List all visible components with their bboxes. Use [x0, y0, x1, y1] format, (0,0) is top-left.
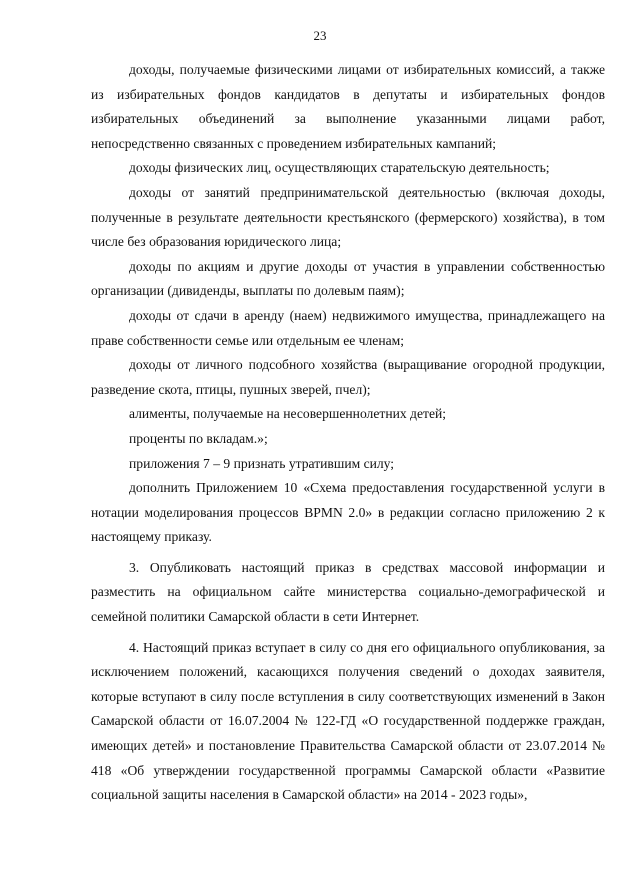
paragraph-rental-income: доходы от сдачи в аренду (наем) недвижимого имущества, принадлежащего на праве собственности семье или отдельным ее членам; [91, 307, 605, 348]
paragraph-item-4-effective-date: 4. Настоящий приказ вступает в силу со дня его официального опубликования, за исключением положений, касающихся получения сведений о доходах заявителя, которые вступают в силу после вступления в силу соответствующих изменений в Закон Самарской области от 16.07.2004 № 122-ГД «О государственной поддержке граждан, имеющих детей» и постановление Правительства Самарской области от 23.07.2014 № 418 «Об утверждении государственной программы Самарской области «Развитие социальной защиты населения в Самарской области» на 2014 - 2023 годы», [91, 639, 605, 803]
paragraph-election-income: доходы, получаемые физическими лицами от избирательных комиссий, а также из избирательных фондов кандидатов в депутаты и избирательных фондов избирательных объединений за выполнение указанными лицами работ, непосредственно связанных с проведением избирательных кампаний; [91, 62, 605, 151]
paragraph-appendix-10: дополнить Приложением 10 «Схема предоставления государственной услуги в нотации моделирования процессов BPMN 2.0» в редакции согласно приложению 2 к настоящему приказу. [91, 480, 605, 545]
paragraph-prospecting-income: доходы физических лиц, осуществляющих старательскую деятельность; [129, 160, 550, 176]
paragraph-share-income: доходы по акциям и другие доходы от участия в управлении собственностью организации (дивиденды, выплаты по долевым паям); [91, 258, 605, 299]
paragraph-deposit-interest: проценты по вкладам.»; [129, 430, 268, 446]
document-body [91, 58, 605, 808]
paragraph-item-3-publication: 3. Опубликовать настоящий приказ в средствах массовой информации и разместить на официальном сайте министерства социально-демографической и семейной политики Самарской области в сети Интернет. [91, 559, 605, 625]
paragraph-appendix-invalid: приложения 7 – 9 признать утратившим силу; [129, 455, 395, 471]
paragraph-business-income: доходы от занятий предпринимательской деятельностью (включая доходы, полученные в результате деятельности крестьянского (фермерского) хозяйства), в том числе без образования юридического лица; [91, 184, 605, 250]
paragraph-farm-income: доходы от личного подсобного хозяйства (выращивание огородной продукции, разведение скота, птицы, пушных зверей, пчел); [91, 357, 605, 397]
page-number: 23 [313, 28, 327, 43]
paragraph-alimony: алименты, получаемые на несовершеннолетних детей; [129, 406, 447, 422]
